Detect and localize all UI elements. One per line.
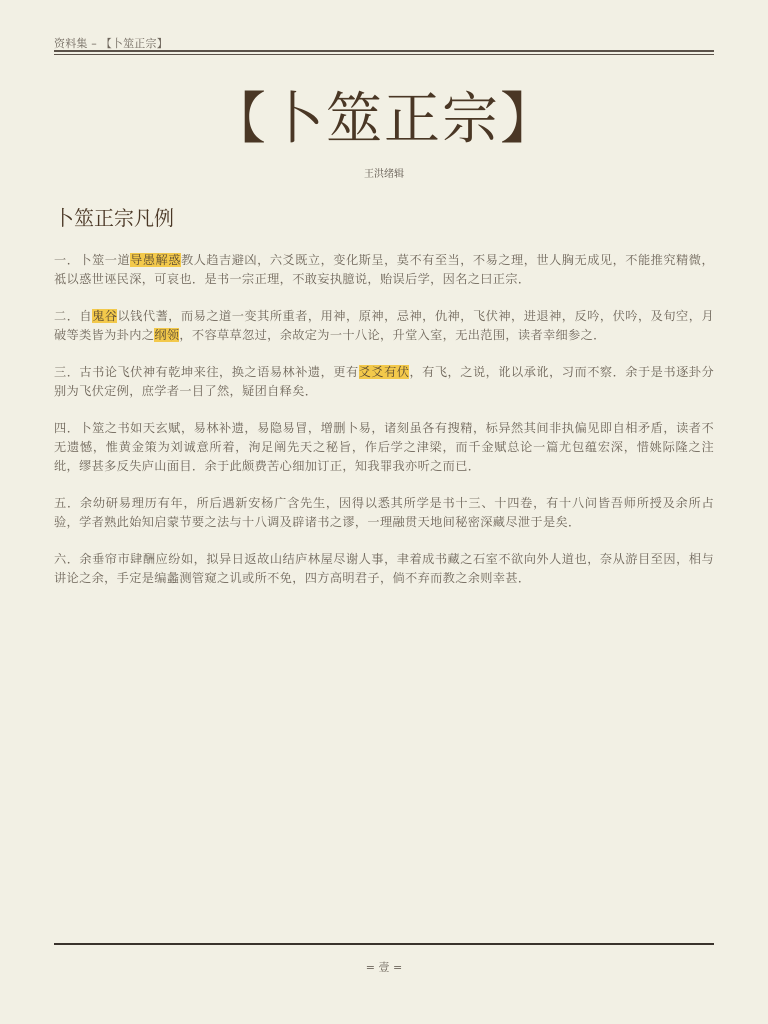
paragraph-3-text-start: 三．古书论飞伏神有乾坤来往，换之语易林补遗，更有 (54, 365, 359, 379)
page-number: = 壹 = (365, 961, 403, 974)
paragraph-1-text-end: 教人趋吉避凶，六爻既立，变化斯呈，莫不有至当，不易之理，世人胸无成见，不能推究精微，祗以惑世诬民深，可哀也．是书一宗正理，不敢妄执臆说，贻误后学，因名之曰正宗． (54, 253, 714, 286)
paragraph-6: 六．余垂帘市肆酬应纷如，拟异日返故山结庐林屋尽谢人事，聿着成书藏之石室不欲向外人道也，奈从游目至因，相与讲论之余，手定是编蠡测管窥之讥或所不免，四方高明君子，倘不弃而教之余则幸甚． (54, 552, 714, 585)
highlight-gangling: 纲领 (154, 328, 180, 342)
header-rule-thin (54, 54, 714, 55)
running-header: 资料集 – 【卜筮正宗】 (54, 37, 168, 50)
header-rule (54, 50, 714, 52)
paragraph-5: 五．余幼研易理历有年，所后遇新安杨广含先生，因得以悉其所学是书十三、十四卷，有十八问皆吾师所授及余所占验，学者熟此始知启蒙节要之法与十八调及辟诸书之谬，一理融贯天地间秘密深藏尽泄于是矣． (54, 496, 714, 529)
paragraph-2-text-end: ，不容草草忽过，余故定为一十八论，升堂入室，无出范围，读者幸细参之． (179, 328, 606, 342)
document-page (54, 0, 714, 1024)
paragraph-2-text-mid: 以钱代蓍，而易之道一变其所重者，用神，原神，忌神，仇神，飞伏神，进退神，反吟，伏吟，及旬空，月破等类皆为卦内之 (54, 309, 714, 342)
paragraph-4: 四．卜筮之书如天玄赋，易林补遗，易隐易冒，增删卜易，诸刻虽各有搜精，标异然其间非执偏见即自相矛盾，读者不无遗憾，惟黄金策为刘诚意所着，洵足阐先天之秘旨，作后学之津梁，而千金赋总论一篇尤包蕴宏深，惜姚际隆之注纰，缪甚多反失庐山面目．余于此颇费苦心细加订正，知我罪我亦听之而已． (54, 421, 714, 473)
footer-rule (54, 943, 714, 945)
paragraph-1 (54, 251, 714, 289)
paragraph-2-text-start: 二．自 (54, 309, 93, 323)
highlight-daoyu-jiehuo: 导愚解惑 (130, 253, 181, 267)
book-title: 【卜筮正宗】 (210, 87, 558, 152)
document-body (54, 251, 714, 606)
highlight-guigu: 鬼谷 (92, 309, 118, 323)
paragraph-1-text-start: 一．卜筮一道 (54, 253, 131, 267)
paragraph-3 (54, 363, 714, 401)
paragraph-2 (54, 307, 714, 345)
section-title: 卜筮正宗凡例 (54, 206, 174, 230)
highlight-yaoyao-youfu: 爻爻有伏 (358, 365, 410, 379)
paragraph-3-text-end: ，有飞，之说，讹以承讹，习而不察．余于是书逐卦分别为飞伏定例，庶学者一目了然，疑团自释矣． (54, 365, 714, 398)
author-line: 王洪绪辑 (364, 169, 404, 180)
